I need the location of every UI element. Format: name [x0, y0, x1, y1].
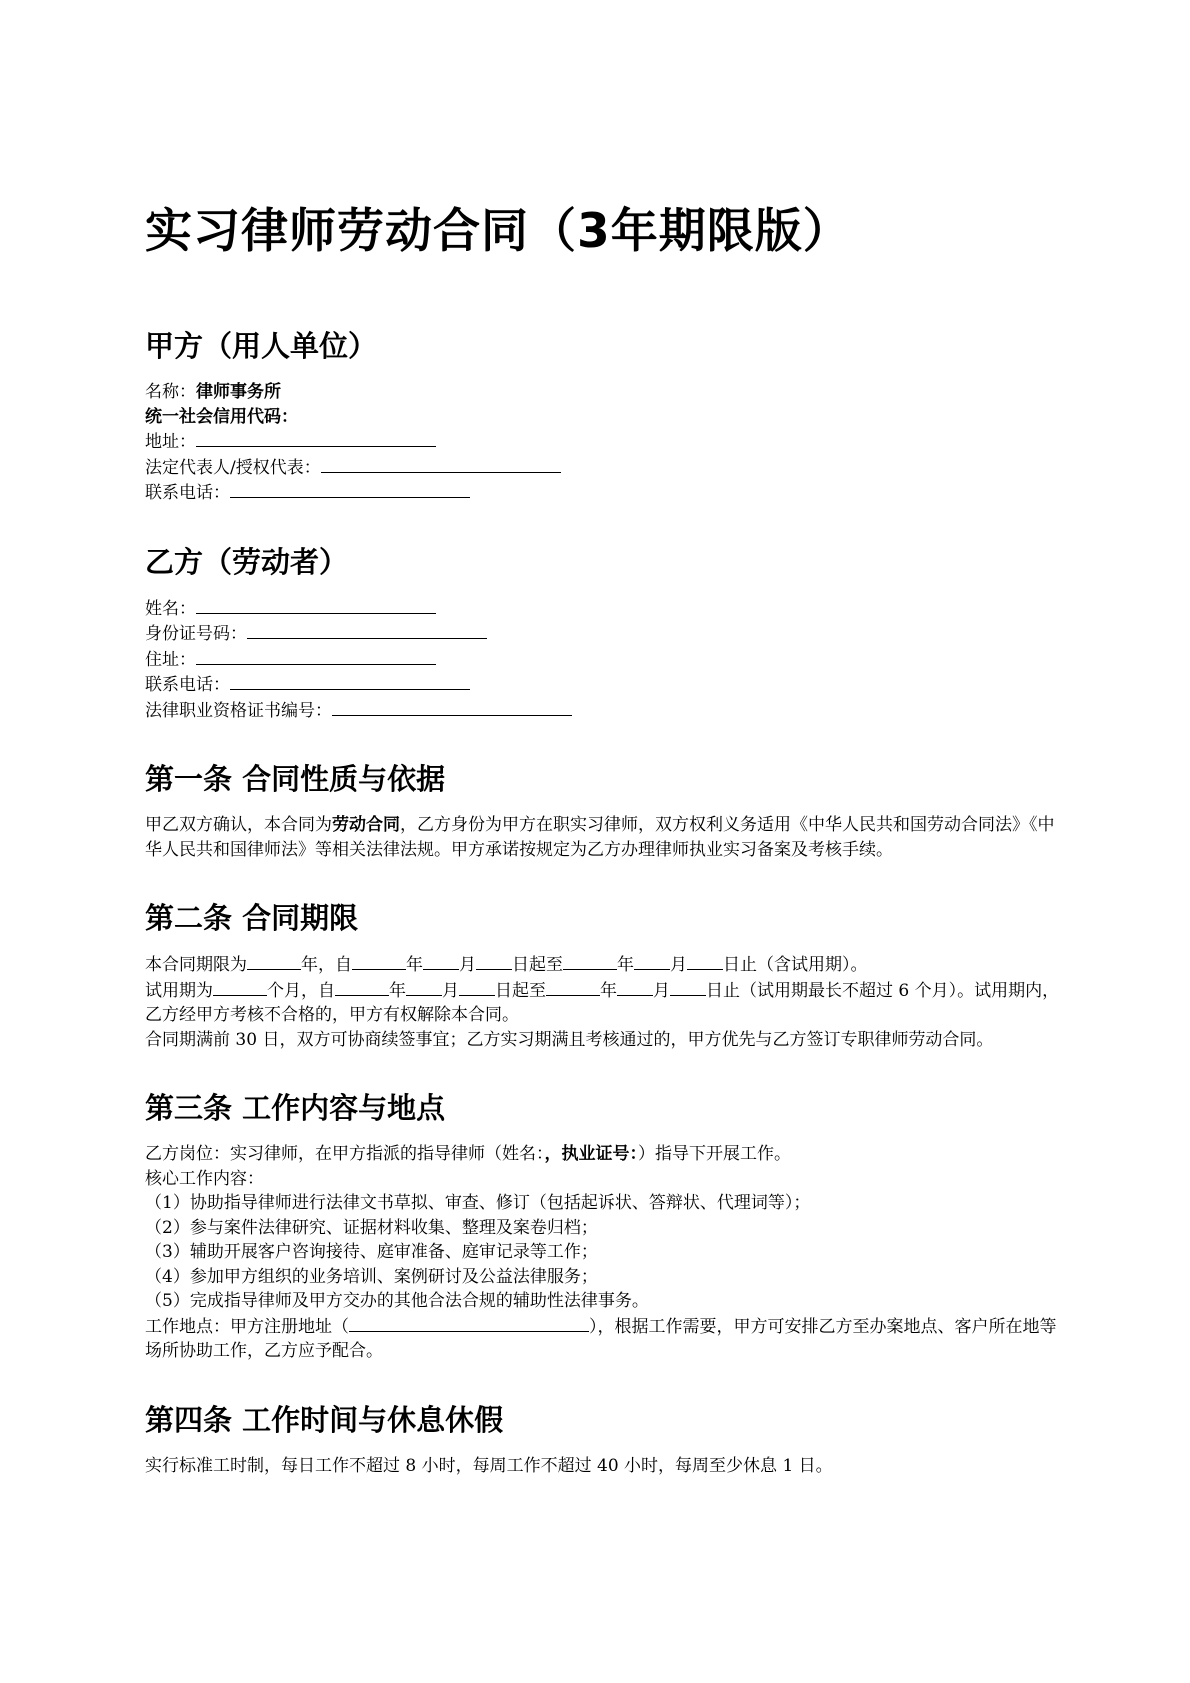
party-a-phone-line — [145, 480, 1070, 506]
party-b-heading: 乙方（劳动者） — [145, 544, 349, 579]
article-1-text-bold: 劳动合同 — [332, 815, 400, 835]
term-start-year-blank[interactable] — [352, 952, 406, 970]
list-item: （2）参与案件法律研究、证据材料收集、整理及案卷归档； — [145, 1217, 598, 1238]
probation-text-b: 个月，自 — [267, 980, 335, 1001]
party-a-rep-label: 法定代表人/授权代表： — [145, 457, 321, 478]
party-b-phone-line — [145, 672, 1070, 698]
party-a-rep-blank[interactable] — [321, 455, 561, 473]
list-item: （1）协助指导律师进行法律文书草拟、审查、修订（包括起诉状、答辩状、代理词等）； — [145, 1193, 811, 1213]
party-b-address-label: 住址： — [145, 649, 196, 670]
party-b-address-line — [145, 647, 1070, 673]
article-3-heading: 第三条 工作内容与地点 — [145, 1091, 446, 1125]
party-a-address-label: 地址： — [145, 432, 196, 452]
article-3-position-line — [145, 1142, 1065, 1167]
term-text-h: 日止（含试用期）。 — [723, 955, 868, 975]
article-2-renewal-line: 合同期满前 30 日，双方可协商续签事宜；乙方实习期满且考核通过的，甲方优先与乙方签订专职律师劳动合同。 — [145, 1029, 994, 1050]
probation-months-blank[interactable] — [213, 978, 267, 996]
article-1-paragraph — [145, 813, 1065, 862]
article-2-section — [145, 896, 1070, 1052]
party-b-id-line — [145, 621, 1070, 647]
article-2-term-line — [145, 952, 1065, 978]
place-text-a: 工作地点：甲方注册地址（ — [145, 1316, 349, 1337]
probation-start-day-blank[interactable] — [459, 978, 495, 996]
party-b-cert-label: 法律职业资格证书编号： — [145, 700, 332, 721]
party-b-name-blank[interactable] — [196, 596, 436, 614]
probation-text-c: 年 — [389, 980, 406, 1001]
party-b-name-line — [145, 596, 1070, 622]
article-3-core-label: 核心工作内容： — [145, 1168, 264, 1189]
article-1-section — [145, 757, 1070, 862]
probation-end-day-blank[interactable] — [670, 978, 706, 996]
position-text-bold: ，执业证号： — [544, 1144, 638, 1164]
article-3-section — [145, 1086, 1070, 1364]
party-b-phone-blank[interactable] — [230, 672, 470, 690]
party-b-section — [145, 540, 1070, 724]
party-a-address-line — [145, 429, 1070, 455]
article-4-hours-line: 实行标准工时制，每日工作不超过 8 小时，每周工作不超过 40 小时，每周至少休息 1 日。 — [145, 1455, 833, 1476]
party-a-address-blank[interactable] — [196, 429, 436, 447]
probation-end-year-blank[interactable] — [546, 978, 600, 996]
document-title: 实习律师劳动合同（3年期限版） — [145, 204, 851, 259]
term-text-d: 月 — [459, 955, 476, 975]
place-text-b: ），根据工作需要，甲方可安排乙方至办案地点、客户所在地等场所协助工作，乙方应予配合。 — [145, 1316, 1057, 1361]
party-a-rep-line — [145, 455, 1070, 481]
position-text-a: 乙方岗位：实习律师，在甲方指派的指导律师（姓名： — [145, 1144, 545, 1164]
position-text-c: ）指导下开展工作。 — [638, 1144, 791, 1164]
article-1-text-c: ，乙方身份为甲方在职实习律师，双方权利义务适用《中华人民共和国劳动合同法》《中华人民共和国律师法》等相关法律法规。甲方承诺按规定为乙方办理律师执业实习备案及考核手续。 — [145, 815, 1055, 860]
party-b-address-blank[interactable] — [196, 647, 436, 665]
party-b-id-blank[interactable] — [247, 621, 487, 639]
party-a-credit-line — [145, 405, 1070, 430]
article-2-heading: 第二条 合同期限 — [145, 901, 359, 935]
party-b-cert-blank[interactable] — [332, 698, 572, 716]
probation-text-d: 月 — [442, 980, 459, 1001]
party-a-name-value: 律师事务所 — [196, 382, 281, 402]
party-a-name-line — [145, 380, 1070, 405]
article-1-heading: 第一条 合同性质与依据 — [145, 762, 446, 796]
party-b-phone-label: 联系电话： — [145, 675, 230, 695]
list-item: （5）完成指导律师及甲方交办的其他合法合规的辅助性法律事务。 — [145, 1291, 649, 1311]
party-a-name-label: 名称： — [145, 382, 196, 402]
party-b-name-label: 姓名： — [145, 598, 196, 619]
term-end-year-blank[interactable] — [563, 952, 617, 970]
term-end-month-blank[interactable] — [634, 952, 670, 970]
term-text-e: 日起至 — [512, 955, 563, 975]
party-b-cert-line — [145, 698, 1070, 724]
term-text-b: 年，自 — [301, 955, 352, 975]
probation-start-year-blank[interactable] — [335, 978, 389, 996]
probation-text-h: 日止（试用期最长不超过 6 个月）。试用期内，乙方经甲方考核不合格的，甲方有权解除本合同。 — [145, 980, 1060, 1025]
party-a-heading: 甲方（用人单位） — [145, 329, 378, 363]
term-end-day-blank[interactable] — [687, 952, 723, 970]
article-1-text-a: 甲乙双方确认，本合同为 — [145, 815, 332, 835]
probation-end-month-blank[interactable] — [617, 978, 653, 996]
term-text-c: 年 — [406, 955, 423, 975]
list-item: （4）参加甲方组织的业务培训、案例研讨及公益法律服务； — [145, 1266, 598, 1287]
list-item: （3）辅助开展客户咨询接待、庭审准备、庭审记录等工作； — [145, 1242, 598, 1262]
party-b-id-label: 身份证号码： — [145, 624, 247, 644]
party-a-credit-label: 统一社会信用代码： — [145, 406, 298, 427]
term-start-month-blank[interactable] — [423, 952, 459, 970]
article-4-heading: 第四条 工作时间与休息休假 — [145, 1402, 504, 1437]
term-text-g: 月 — [670, 955, 687, 975]
article-3-place-line — [145, 1314, 1065, 1364]
party-a-section — [145, 324, 1070, 506]
article-2-probation-line — [145, 978, 1065, 1028]
party-a-phone-label: 联系电话： — [145, 483, 230, 503]
article-4-section — [145, 1398, 1070, 1479]
probation-text-e: 日起至 — [495, 980, 546, 1001]
term-years-blank[interactable] — [247, 952, 301, 970]
term-start-day-blank[interactable] — [476, 952, 512, 970]
probation-text-f: 年 — [600, 980, 617, 1001]
party-a-phone-blank[interactable] — [230, 480, 470, 498]
term-text-a: 本合同期限为 — [145, 955, 247, 975]
place-address-blank[interactable] — [349, 1314, 589, 1332]
term-text-f: 年 — [617, 955, 634, 975]
probation-start-month-blank[interactable] — [406, 978, 442, 996]
probation-text-g: 月 — [653, 980, 670, 1001]
probation-text-a: 试用期为 — [145, 980, 213, 1001]
